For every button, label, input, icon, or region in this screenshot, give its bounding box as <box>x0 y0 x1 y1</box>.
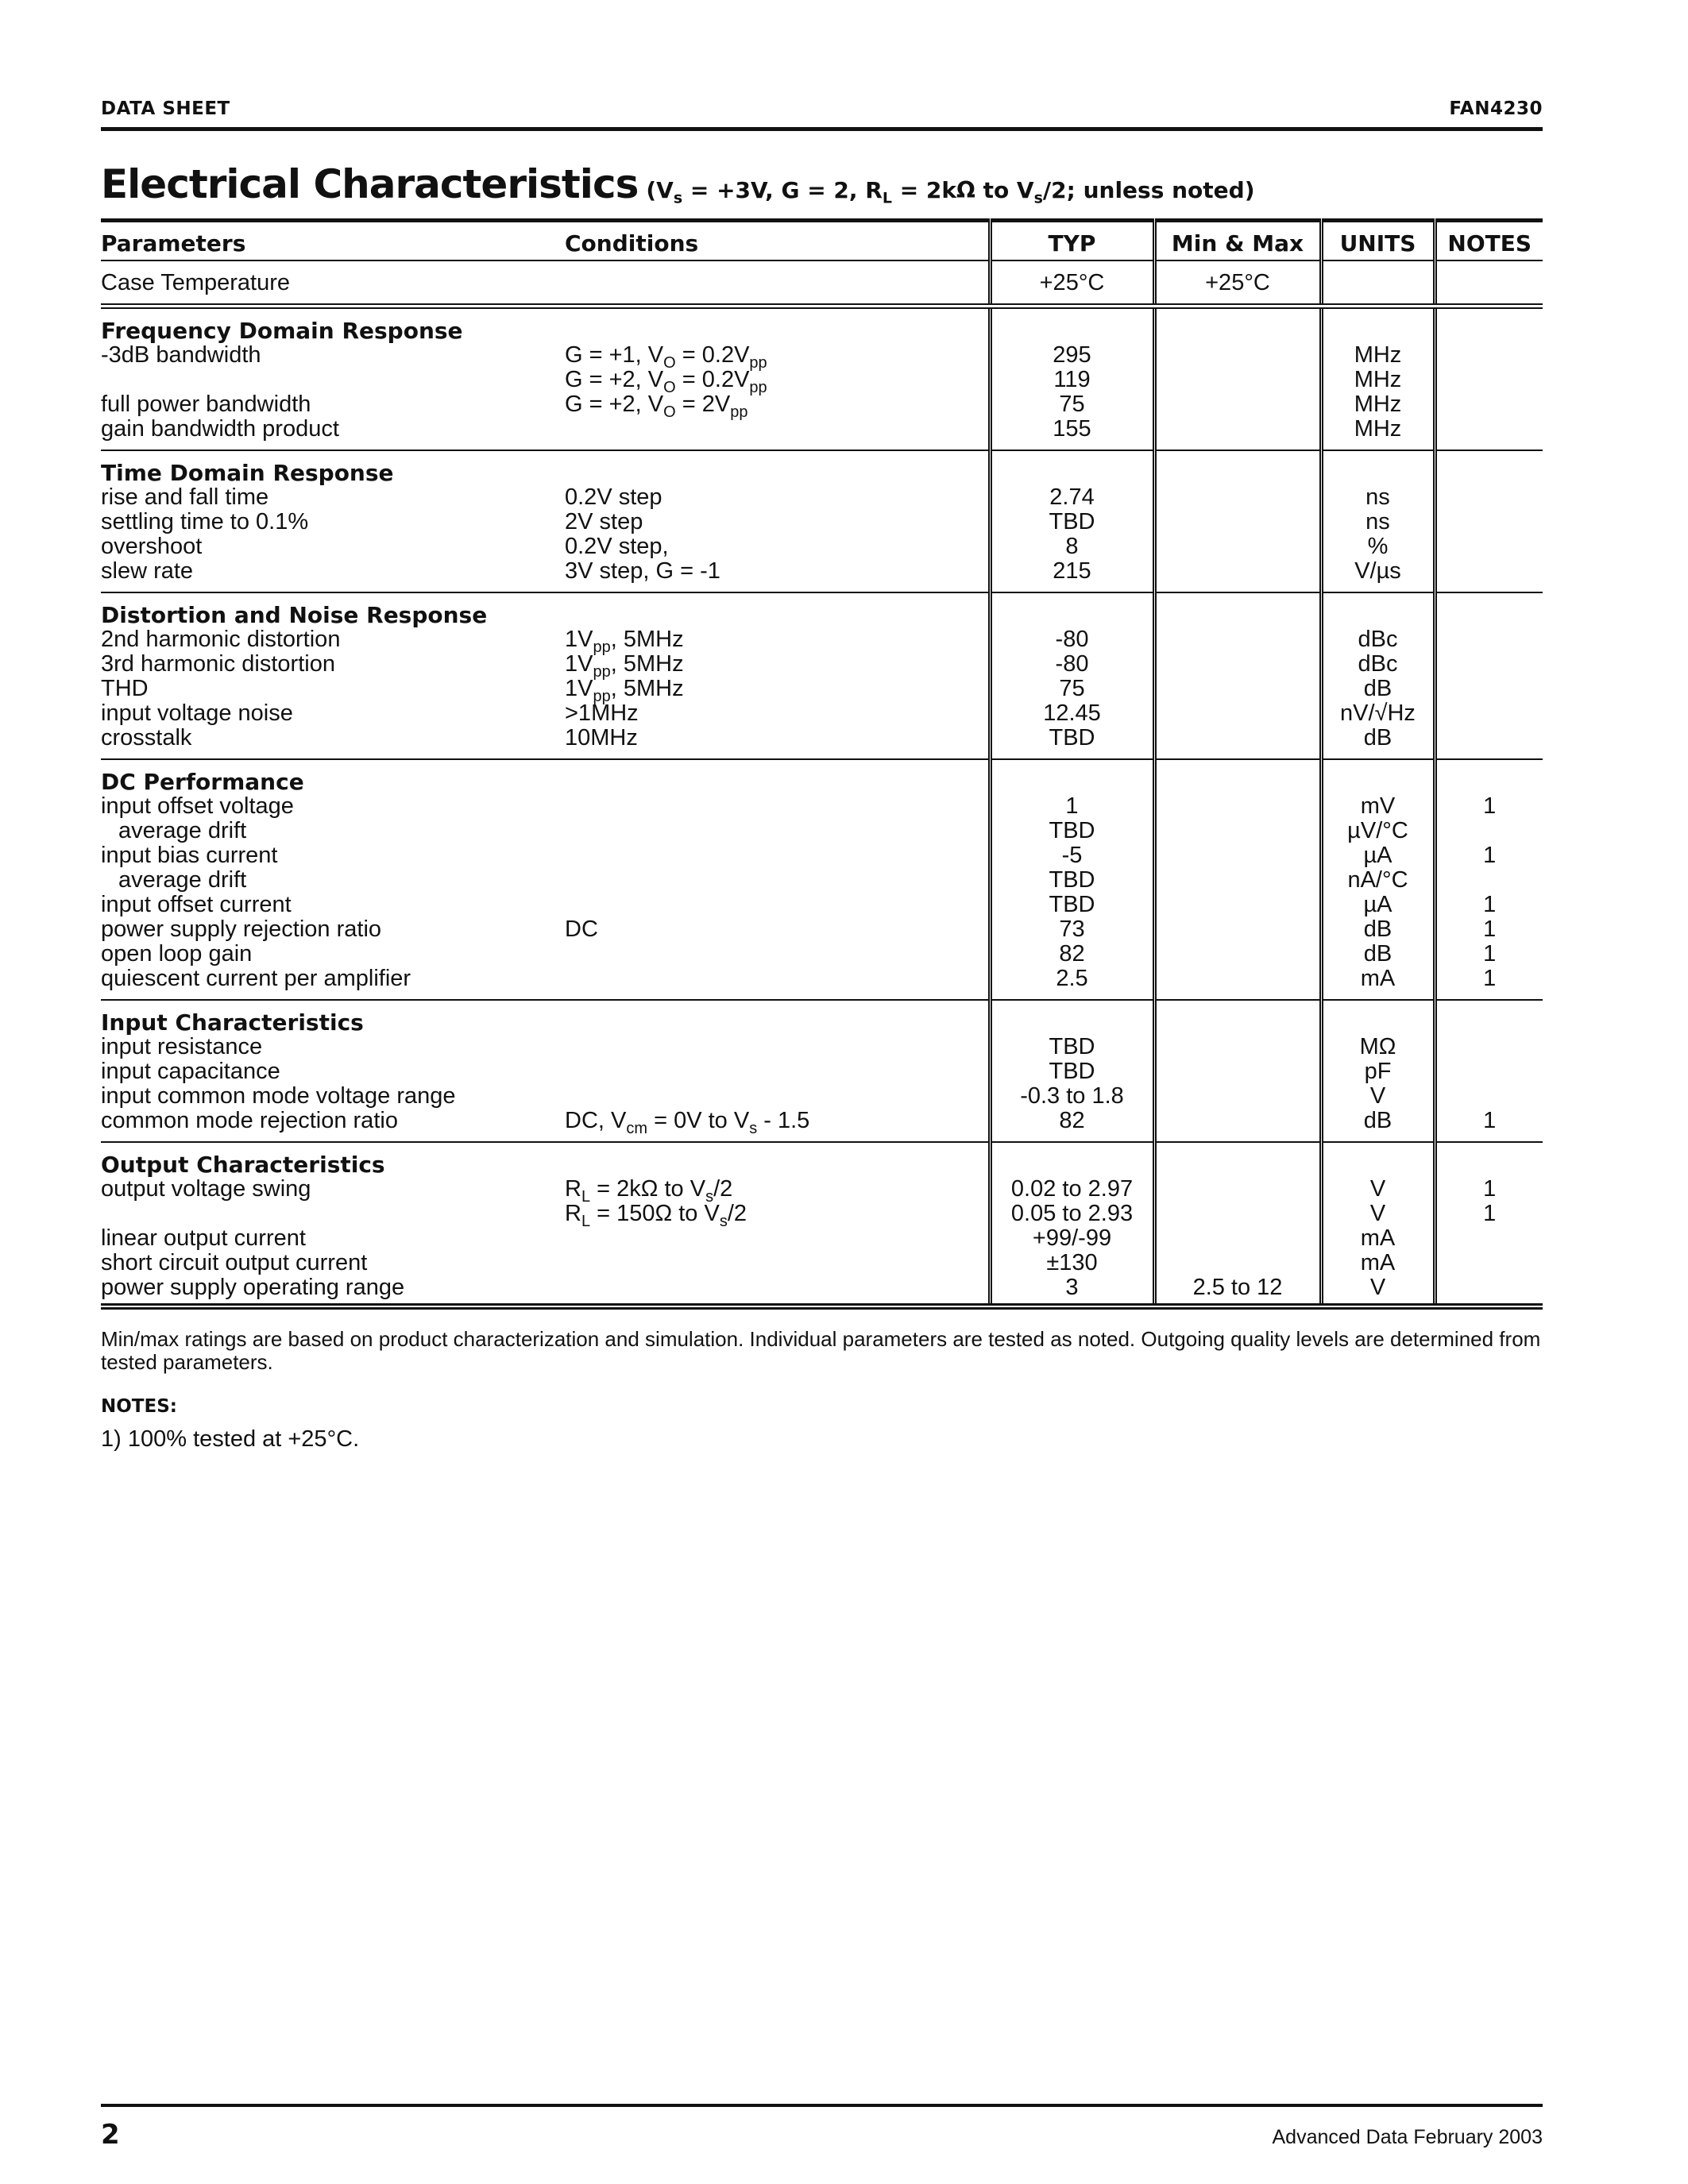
typ-cell: 0.02 to 2.97 <box>990 1177 1154 1202</box>
table-row <box>101 1275 1543 1306</box>
cond-cell <box>565 942 990 967</box>
notes-cell <box>1435 819 1543 843</box>
cond-cell <box>565 417 990 450</box>
param-cell: gain bandwidth product <box>101 417 565 450</box>
typ-cell: 295 <box>990 343 1154 368</box>
param-cell: quiescent current per amplifier <box>101 967 565 1000</box>
cond-cell: $1V_{pp}$, 5MHz <box>565 627 684 656</box>
minmax-cell <box>1154 627 1321 652</box>
typ-cell: +99/-99 <box>990 1226 1154 1251</box>
notes-cell: 1 <box>1435 794 1543 819</box>
cond-cell <box>565 759 990 794</box>
param-cell: average drift <box>118 867 247 893</box>
typ-cell: TBD <box>990 819 1154 843</box>
cond-cell <box>565 1000 990 1035</box>
minmax-cell <box>1154 701 1321 726</box>
param-cell: settling time to 0.1% <box>101 509 309 534</box>
notes-cell: 1 <box>1435 893 1543 917</box>
table-row <box>101 893 1543 917</box>
notes-cell <box>1435 1059 1543 1084</box>
notes-cell <box>1435 592 1543 627</box>
typ-cell: 155 <box>990 417 1154 450</box>
table-row <box>101 1035 1543 1059</box>
minmax-cell <box>1154 1084 1321 1109</box>
typ-cell: -5 <box>990 843 1154 868</box>
minmax-cell <box>1154 819 1321 843</box>
units-cell <box>1321 1142 1435 1177</box>
typ-cell: 215 <box>990 559 1154 592</box>
footnote: Min/max ratings are based on product characterization and simulation. Individual parameters are tested as noted. Outgoing quality levels are determined from tested parameters. <box>101 1327 1541 1374</box>
typ-cell: -80 <box>990 627 1154 652</box>
section-title-row <box>101 1142 1543 1177</box>
notes-cell <box>1435 1251 1543 1275</box>
table-row <box>101 652 1543 677</box>
typ-cell: -80 <box>990 652 1154 677</box>
units-cell: dBc <box>1321 627 1435 652</box>
units-cell: V <box>1321 1084 1435 1109</box>
section-title: Output Characteristics <box>101 1152 385 1178</box>
minmax-cell <box>1154 1251 1321 1275</box>
notes-cell <box>1435 559 1543 592</box>
typ-cell: 3 <box>990 1275 1154 1306</box>
cond-cell <box>565 893 990 917</box>
typ-cell <box>990 1000 1154 1035</box>
table-row <box>101 627 1543 652</box>
table-header-row <box>101 221 1543 261</box>
title-main: Electrical Characteristics <box>101 161 639 207</box>
cond-cell <box>565 1059 990 1084</box>
cond-cell <box>565 819 990 843</box>
typ-cell: 8 <box>990 534 1154 559</box>
notes-cell: 1 <box>1435 967 1543 1000</box>
section-title-row <box>101 759 1543 794</box>
col-header-min-max: Min & Max <box>1154 221 1321 261</box>
table-row <box>101 559 1543 592</box>
units-cell: mA <box>1321 967 1435 1000</box>
typ-cell: 2.5 <box>990 967 1154 1000</box>
typ-cell <box>990 1142 1154 1177</box>
header-rule <box>101 127 1543 131</box>
notes-cell <box>1435 343 1543 368</box>
cond-cell: G = +2, $V_O = 0.2V_{pp}$ <box>565 367 767 396</box>
typ-cell: +25°C <box>990 260 1154 307</box>
section-title-row <box>101 592 1543 627</box>
table-row <box>101 1177 1543 1202</box>
notes-cell <box>1435 627 1543 652</box>
param-cell: linear output current <box>101 1225 306 1251</box>
col-header-conditions: Conditions <box>565 221 990 261</box>
table-row <box>101 843 1543 868</box>
minmax-cell <box>1154 726 1321 759</box>
cond-cell: $1V_{pp}$, 5MHz <box>565 676 684 705</box>
typ-cell: -0.3 to 1.8 <box>990 1084 1154 1109</box>
typ-cell: TBD <box>990 868 1154 893</box>
table-row <box>101 794 1543 819</box>
section-title: Time Domain Response <box>101 460 394 486</box>
units-cell <box>1321 260 1435 307</box>
notes-cell: 1 <box>1435 942 1543 967</box>
cond-cell: 2V step <box>565 509 643 534</box>
table-row <box>101 260 1543 307</box>
units-cell: nV/√Hz <box>1321 701 1435 726</box>
units-cell: dB <box>1321 917 1435 942</box>
units-cell: MHz <box>1321 392 1435 417</box>
minmax-cell: +25°C <box>1154 260 1321 307</box>
typ-cell: 2.74 <box>990 485 1154 510</box>
col-header-notes: NOTES <box>1435 221 1543 261</box>
typ-cell: 0.05 to 2.93 <box>990 1202 1154 1226</box>
cond-cell <box>565 260 990 307</box>
param-cell: slew rate <box>101 559 565 592</box>
notes-cell: 1 <box>1435 1109 1543 1142</box>
notes-cell <box>1435 1000 1543 1035</box>
param-cell: output voltage swing <box>101 1176 311 1202</box>
units-cell: µV/°C <box>1321 819 1435 843</box>
units-cell: V <box>1321 1177 1435 1202</box>
minmax-cell <box>1154 759 1321 794</box>
units-cell: mA <box>1321 1226 1435 1251</box>
minmax-cell <box>1154 794 1321 819</box>
cond-cell <box>565 1226 990 1251</box>
units-cell <box>1321 592 1435 627</box>
notes-cell <box>1435 368 1543 392</box>
minmax-cell <box>1154 368 1321 392</box>
units-cell: dB <box>1321 677 1435 701</box>
param-cell <box>101 368 565 392</box>
units-cell <box>1321 307 1435 344</box>
notes-cell <box>1435 1084 1543 1109</box>
table-row <box>101 819 1543 843</box>
table-row <box>101 1251 1543 1275</box>
units-cell <box>1321 450 1435 485</box>
table-row <box>101 392 1543 417</box>
typ-cell: 12.45 <box>990 701 1154 726</box>
units-cell: dB <box>1321 726 1435 759</box>
minmax-cell <box>1154 652 1321 677</box>
table-row <box>101 417 1543 450</box>
cond-cell: G = +2, $V_O = 2V_{pp}$ <box>565 392 748 421</box>
param-cell: common mode rejection ratio <box>101 1109 565 1142</box>
minmax-cell <box>1154 677 1321 701</box>
param-cell: 3rd harmonic distortion <box>101 651 335 677</box>
minmax-cell <box>1154 592 1321 627</box>
param-cell: input bias current <box>101 843 278 868</box>
footer-date: Advanced Data February 2003 <box>1272 2126 1543 2148</box>
typ-cell: TBD <box>990 1059 1154 1084</box>
typ-cell: TBD <box>990 893 1154 917</box>
cond-cell: >1MHz <box>565 700 639 726</box>
minmax-cell <box>1154 1109 1321 1142</box>
page-number: 2 <box>101 2119 120 2151</box>
cond-cell: 0.2V step, <box>565 534 669 559</box>
typ-cell <box>990 450 1154 485</box>
notes-cell <box>1435 260 1543 307</box>
typ-cell: 73 <box>990 917 1154 942</box>
cond-cell: 10MHz <box>565 726 990 759</box>
typ-cell: TBD <box>990 726 1154 759</box>
page-title <box>101 161 1255 207</box>
note-1: 1) 100% tested at +25°C. <box>101 1426 360 1452</box>
typ-cell: 75 <box>990 392 1154 417</box>
units-cell: MΩ <box>1321 1035 1435 1059</box>
minmax-cell <box>1154 343 1321 368</box>
units-cell: V/µs <box>1321 559 1435 592</box>
param-cell: input capacitance <box>101 1059 280 1084</box>
notes-cell <box>1435 1035 1543 1059</box>
typ-cell <box>990 759 1154 794</box>
units-cell: MHz <box>1321 368 1435 392</box>
units-cell: MHz <box>1321 343 1435 368</box>
section-title-row <box>101 307 1543 344</box>
notes-cell <box>1435 1226 1543 1251</box>
param-cell: 2nd harmonic distortion <box>101 627 341 652</box>
param-cell: input offset voltage <box>101 793 294 819</box>
param-cell: input common mode voltage range <box>101 1083 456 1109</box>
table-row <box>101 1109 1543 1142</box>
param-cell: power supply rejection ratio <box>101 916 382 942</box>
notes-cell <box>1435 868 1543 893</box>
cond-cell <box>565 843 990 868</box>
section-title: Distortion and Noise Response <box>101 602 488 628</box>
param-cell: overshoot <box>101 534 203 559</box>
minmax-cell <box>1154 843 1321 868</box>
cond-cell: DC, $V_{cm} = 0V$ to $V_s - 1.5$ <box>565 1109 990 1142</box>
notes-cell <box>1435 392 1543 417</box>
minmax-cell <box>1154 559 1321 592</box>
param-cell: input offset current <box>101 892 292 917</box>
param-cell: average drift <box>118 818 247 843</box>
section-title-row <box>101 450 1543 485</box>
cond-cell <box>565 1275 990 1306</box>
minmax-cell <box>1154 1226 1321 1251</box>
table-row <box>101 485 1543 510</box>
cond-cell <box>565 592 990 627</box>
minmax-cell <box>1154 1202 1321 1226</box>
units-cell: nA/°C <box>1321 868 1435 893</box>
typ-cell <box>990 592 1154 627</box>
units-cell: dB <box>1321 1109 1435 1142</box>
col-header-typ: TYP <box>990 221 1154 261</box>
table-row <box>101 726 1543 759</box>
minmax-cell <box>1154 392 1321 417</box>
cond-cell <box>565 967 990 1000</box>
notes-heading: NOTES: <box>101 1396 177 1417</box>
units-cell: V <box>1321 1202 1435 1226</box>
typ-cell: TBD <box>990 1035 1154 1059</box>
param-cell: THD <box>101 676 149 701</box>
units-cell: pF <box>1321 1059 1435 1084</box>
cond-cell <box>565 450 990 485</box>
cond-cell: $R_L = 150\Omega$ to $V_s/2$ <box>565 1201 747 1230</box>
param-cell: -3dB bandwidth <box>101 342 261 368</box>
minmax-cell <box>1154 942 1321 967</box>
units-cell: mA <box>1321 1251 1435 1275</box>
cond-cell: $R_L = 2k\Omega$ to $V_s/2$ <box>565 1176 733 1206</box>
table-row <box>101 510 1543 534</box>
table-row <box>101 967 1543 1000</box>
notes-cell <box>1435 1275 1543 1306</box>
table-row <box>101 868 1543 893</box>
notes-cell: 1 <box>1435 1202 1543 1226</box>
notes-cell: 1 <box>1435 917 1543 942</box>
units-cell: % <box>1321 534 1435 559</box>
table-row <box>101 917 1543 942</box>
cond-cell: $1V_{pp}$, 5MHz <box>565 651 684 681</box>
cond-cell: 0.2V step <box>565 484 662 510</box>
notes-cell <box>1435 1142 1543 1177</box>
table-row <box>101 942 1543 967</box>
typ-cell: ±130 <box>990 1251 1154 1275</box>
units-cell <box>1321 1000 1435 1035</box>
table-row <box>101 534 1543 559</box>
table-row <box>101 677 1543 701</box>
units-cell: µA <box>1321 893 1435 917</box>
notes-cell <box>1435 726 1543 759</box>
cond-cell: G = +1, $V_O = 0.2V_{pp}$ <box>565 342 767 372</box>
minmax-cell <box>1154 450 1321 485</box>
cond-cell <box>565 868 990 893</box>
minmax-cell <box>1154 893 1321 917</box>
units-cell: dBc <box>1321 652 1435 677</box>
notes-cell <box>1435 677 1543 701</box>
minmax-cell <box>1154 485 1321 510</box>
units-cell <box>1321 759 1435 794</box>
cond-cell: 3V step, G = -1 <box>565 559 990 592</box>
section-title: DC Performance <box>101 769 304 795</box>
notes-cell: 1 <box>1435 1177 1543 1202</box>
notes-cell <box>1435 485 1543 510</box>
minmax-cell <box>1154 1000 1321 1035</box>
section-title-row <box>101 1000 1543 1035</box>
param-cell: short circuit output current <box>101 1250 368 1275</box>
header-part-number: FAN4230 <box>1449 98 1543 119</box>
minmax-cell <box>1154 868 1321 893</box>
notes-cell <box>1435 652 1543 677</box>
minmax-cell: 2.5 to 12 <box>1154 1275 1321 1306</box>
header-doc-type: DATA SHEET <box>101 98 230 119</box>
table-row <box>101 1059 1543 1084</box>
units-cell: dB <box>1321 942 1435 967</box>
table-row <box>101 343 1543 368</box>
minmax-cell <box>1154 1177 1321 1202</box>
section-title: Input Characteristics <box>101 1009 364 1036</box>
notes-cell <box>1435 759 1543 794</box>
col-header-units: UNITS <box>1321 221 1435 261</box>
cond-cell <box>565 307 990 344</box>
typ-cell: 119 <box>990 368 1154 392</box>
notes-cell <box>1435 450 1543 485</box>
param-cell: power supply operating range <box>101 1275 565 1306</box>
units-cell: V <box>1321 1275 1435 1306</box>
cond-cell <box>565 1142 990 1177</box>
notes-cell: 1 <box>1435 843 1543 868</box>
typ-cell: TBD <box>990 510 1154 534</box>
typ-cell: 1 <box>990 794 1154 819</box>
param-cell: full power bandwidth <box>101 392 311 417</box>
notes-cell <box>1435 510 1543 534</box>
units-cell: ns <box>1321 485 1435 510</box>
minmax-cell <box>1154 917 1321 942</box>
table-row <box>101 1202 1543 1226</box>
table-row <box>101 1084 1543 1109</box>
minmax-cell <box>1154 1142 1321 1177</box>
minmax-cell <box>1154 1035 1321 1059</box>
units-cell: mV <box>1321 794 1435 819</box>
param-cell: rise and fall time <box>101 484 269 510</box>
notes-cell <box>1435 417 1543 450</box>
units-cell: ns <box>1321 510 1435 534</box>
table-row <box>101 1226 1543 1251</box>
title-conditions: ($V_s = +3V$, G = 2, $R_L = 2k\Omega$ to $V_s/2$; unless noted) <box>646 177 1255 207</box>
cond-cell <box>565 1251 990 1275</box>
minmax-cell <box>1154 307 1321 344</box>
param-cell: input voltage noise <box>101 700 293 726</box>
typ-cell <box>990 307 1154 344</box>
cond-cell <box>565 1084 990 1109</box>
table-row <box>101 701 1543 726</box>
param-cell <box>101 1202 565 1226</box>
param-cell: crosstalk <box>101 726 565 759</box>
electrical-characteristics-table <box>101 218 1543 1310</box>
units-cell: µA <box>1321 843 1435 868</box>
cond-cell <box>565 1035 990 1059</box>
section-title: Frequency Domain Response <box>101 318 463 344</box>
param-cell: open loop gain <box>101 941 253 967</box>
typ-cell: 75 <box>990 677 1154 701</box>
units-cell: MHz <box>1321 417 1435 450</box>
param-cell: input resistance <box>101 1034 263 1059</box>
cond-cell: DC <box>565 916 598 942</box>
param-cell: Case Temperature <box>101 260 565 307</box>
typ-cell: 82 <box>990 1109 1154 1142</box>
table-row <box>101 368 1543 392</box>
minmax-cell <box>1154 510 1321 534</box>
minmax-cell <box>1154 417 1321 450</box>
notes-cell <box>1435 534 1543 559</box>
typ-cell: 82 <box>990 942 1154 967</box>
cond-cell <box>565 794 990 819</box>
col-header-parameters: Parameters <box>101 221 565 261</box>
footer-rule <box>101 2104 1543 2107</box>
notes-cell <box>1435 701 1543 726</box>
minmax-cell <box>1154 967 1321 1000</box>
minmax-cell <box>1154 1059 1321 1084</box>
notes-cell <box>1435 307 1543 344</box>
minmax-cell <box>1154 534 1321 559</box>
